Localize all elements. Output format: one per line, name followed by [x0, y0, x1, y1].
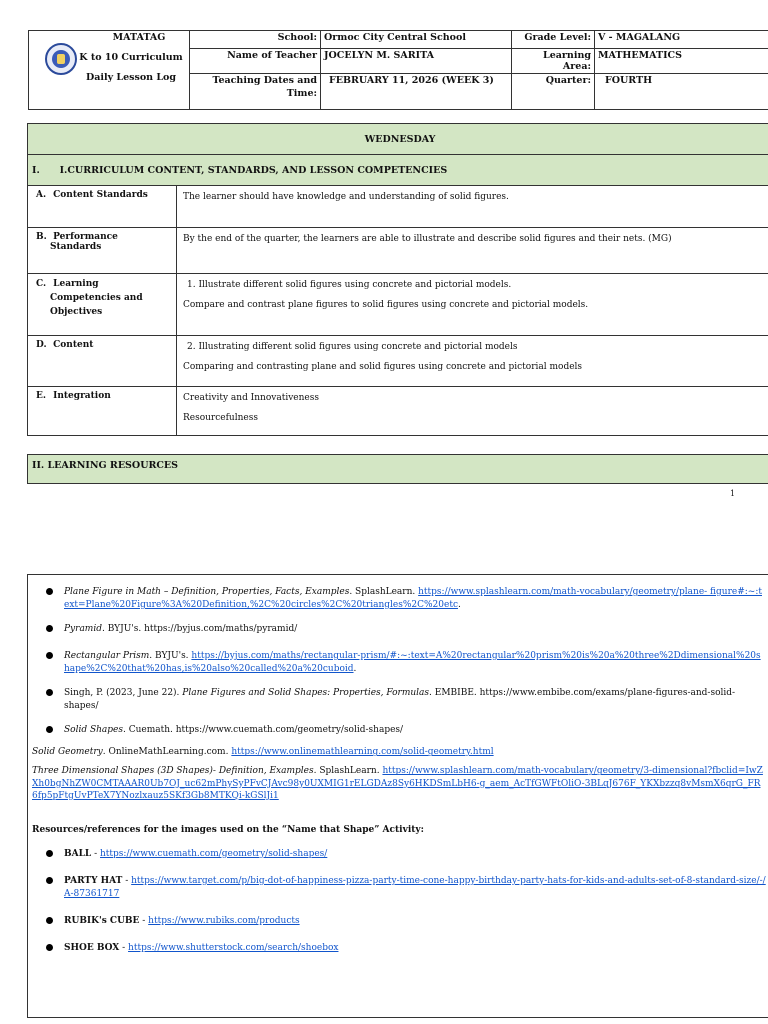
reference-item	[32, 623, 766, 636]
ref-title: Solid Shapes	[64, 725, 123, 736]
area-value: MATHEMATICS	[595, 49, 768, 74]
ref-source: . BYJU's.	[149, 651, 189, 662]
school-label: School:	[190, 31, 321, 49]
ref-link[interactable]: https://byjus.com/maths/rectangular-prism/#:~:text=A%20rectangular%20prism%20is%20a%20three%2Ddimensional%20shape%2C%20that%20has,is%20also%20called%20a%20cuboid	[64, 651, 761, 675]
ref-title: Pyramid	[64, 624, 102, 635]
section1-title: I. I.CURRICULUM CONTENT, STANDARDS, AND LESSON COMPETENCIES	[28, 155, 768, 186]
reference-item	[32, 586, 766, 612]
resource-sep: -	[122, 875, 132, 886]
ref-title: Plane Figures and Solid Shapes: Properties, Formulas	[182, 688, 430, 699]
ref-source: . SplashLearn.	[313, 766, 380, 777]
row-b-num: B.	[36, 232, 47, 242]
row-b-label: Performance Standards	[50, 232, 118, 252]
bullet-icon	[46, 944, 53, 951]
reference-paragraph	[32, 746, 766, 759]
ref-prefix: Singh, P. (2023, June 22).	[64, 688, 183, 699]
reference-list	[32, 586, 766, 737]
resource-link[interactable]: https://www.shutterstock.com/search/shoebox	[128, 943, 339, 954]
dates-value: FEBRUARY 11, 2026 (WEEK 3)	[321, 74, 512, 110]
resource-label: SHOE BOX	[64, 943, 120, 954]
ref-title: Rectangular Prism	[64, 651, 150, 662]
resources-heading: Resources/references for the images used on the “Name that Shape” Activity:	[32, 824, 424, 835]
curriculum-title-line1: MATATAG	[112, 32, 166, 43]
ref-source: . Cuemath. https://www.cuemath.com/geometry/solid-shapes/	[123, 725, 404, 736]
resource-link[interactable]: https://www.target.com/p/big-dot-of-happiness-pizza-party-time-cone-happy-birthday-party-hats-for-kids-and-adults-set-of-8-standard-size/-/A-87361717	[64, 875, 766, 899]
row-d-num: D.	[36, 340, 47, 350]
teacher-label: Name of Teacher	[190, 49, 321, 74]
resource-link[interactable]: https://www.cuemath.com/geometry/solid-shapes/	[100, 848, 328, 859]
row-d-line-2: Comparing and contrasting plane and solid figures using concrete and pictorial models	[183, 361, 583, 372]
ref-link[interactable]: https://www.onlinemathlearning.com/solid-geometry.html	[231, 747, 494, 758]
ref-link[interactable]: https://www.splashlearn.com/math-vocabulary/geometry/plane- figure#:~:text=Plane%20Figure%3A%20Definition,%2C%20circles%2C%20triangles%2C%20etc	[64, 587, 762, 611]
reference-item	[32, 650, 766, 676]
ref-source: . OnlineMathLearning.com.	[102, 747, 229, 758]
resource-label: BALL	[64, 848, 92, 859]
row-d-label: Content	[53, 340, 94, 350]
curriculum-title-line3: Daily Lesson Log	[85, 72, 177, 83]
day-header: WEDNESDAY	[28, 124, 768, 155]
ref-title: Three Dimensional Shapes (3D Shapes)- Definition, Examples	[32, 766, 314, 777]
bullet-icon	[46, 850, 53, 857]
teacher-value: JOCELYN M. SARITA	[321, 49, 512, 74]
school-value: Ormoc City Central School	[321, 31, 512, 49]
quarter-label: Quarter:	[512, 74, 595, 110]
bullet-icon	[46, 726, 53, 733]
page-number: 1	[730, 489, 736, 498]
resource-item	[32, 848, 766, 861]
resource-sep: -	[119, 943, 129, 954]
bullet-icon	[46, 652, 53, 659]
row-e-line-1: Creativity and Innovativeness	[183, 393, 319, 403]
resource-item	[32, 942, 766, 955]
resource-item	[32, 915, 766, 928]
section2-title-text: II. LEARNING RESOURCES	[32, 460, 179, 471]
lesson-log-table	[27, 123, 768, 436]
row-e-label: Integration	[53, 391, 111, 401]
ref-link[interactable]: https://www.splashlearn.com/math-vocabulary/geometry/3-dimensional?fbclid=IwZXh0bgNhZW0CMTAAAR0Ub7OJ_uc62mPhySyPFvCJAvc98y0UXMIG1rELGDAz8Sy6HKDSmLbH6-g_aem_AcTfGWFtOliO-3BLqJ676F_YKXbzzq8vMsmX6qrG_FR6fp5pFtgUvPTeX7YNozlxauz5SKf3Gb8MTKQi-kGSlJi1	[32, 766, 763, 801]
row-performance-standards	[28, 228, 768, 274]
row-e-num: E.	[36, 391, 46, 401]
resource-sep: -	[91, 848, 101, 859]
bullet-icon	[46, 917, 53, 924]
row-c-label: Learning Competencies and Objectives	[50, 279, 143, 317]
row-b-line-1: By the end of the quarter, the learners are able to illustrate and describe solid figures and their nets. (MG)	[183, 234, 672, 244]
bullet-icon	[46, 625, 53, 632]
bullet-icon	[46, 689, 53, 696]
ref-tail: .	[457, 600, 461, 611]
row-learning-competencies	[28, 274, 768, 336]
resource-item	[32, 875, 766, 901]
header-left-cell	[29, 31, 190, 110]
grade-label: Grade Level:	[512, 31, 595, 49]
bullet-icon	[46, 588, 53, 595]
reference-item	[32, 724, 766, 737]
dates-label: Teaching Dates and Time:	[190, 74, 321, 110]
row-content	[28, 336, 768, 387]
row-a-label: Content Standards	[53, 190, 148, 200]
reference-item	[32, 687, 766, 713]
row-c-line-1: 1. Illustrate different solid figures using concrete and pictorial models.	[187, 280, 512, 290]
row-d-line-1: 2. Illustrating different solid figures using concrete and pictorial models	[187, 342, 518, 352]
row-c-num: C.	[36, 279, 47, 289]
curriculum-title-line2: K to 10 Curriculum	[79, 52, 183, 63]
ref-tail: .	[353, 664, 357, 675]
image-resource-list	[32, 848, 766, 955]
ref-title: Solid Geometry	[32, 747, 103, 758]
area-label: Learning Area:	[512, 49, 595, 74]
row-integration	[28, 387, 768, 436]
row-c-line-2: Compare and contrast plane figures to solid figures using concrete and pictorial models.	[183, 299, 589, 310]
header-table	[28, 30, 768, 110]
resource-label: PARTY HAT	[64, 875, 123, 886]
quarter-value: FOURTH	[595, 74, 768, 110]
ref-source: . SplashLearn.	[349, 587, 416, 597]
bullet-icon	[46, 877, 53, 884]
ref-source: . BYJU's. https://byjus.com/maths/pyramid/	[101, 624, 298, 635]
references-box	[27, 574, 768, 1018]
grade-value: V - MAGALANG	[595, 31, 768, 49]
resource-link[interactable]: https://www.rubiks.com/products	[148, 916, 300, 927]
row-a-line-1: The learner should have knowledge and understanding of solid figures.	[183, 192, 509, 202]
row-content-standards	[28, 186, 768, 228]
row-e-line-2: Resourcefulness	[183, 412, 258, 423]
ref-title: Plane Figure in Math – Definition, Properties, Facts, Examples	[64, 587, 350, 597]
resource-sep: -	[139, 916, 149, 927]
section2-title	[27, 454, 768, 484]
reference-paragraph	[32, 765, 766, 801]
row-a-num: A.	[36, 190, 47, 200]
ref-source: . EMBIBE. https://www.embibe.com/exams/plane-figures-and-solid-shapes/	[64, 688, 736, 712]
resource-label: RUBIK's CUBE	[64, 916, 140, 927]
